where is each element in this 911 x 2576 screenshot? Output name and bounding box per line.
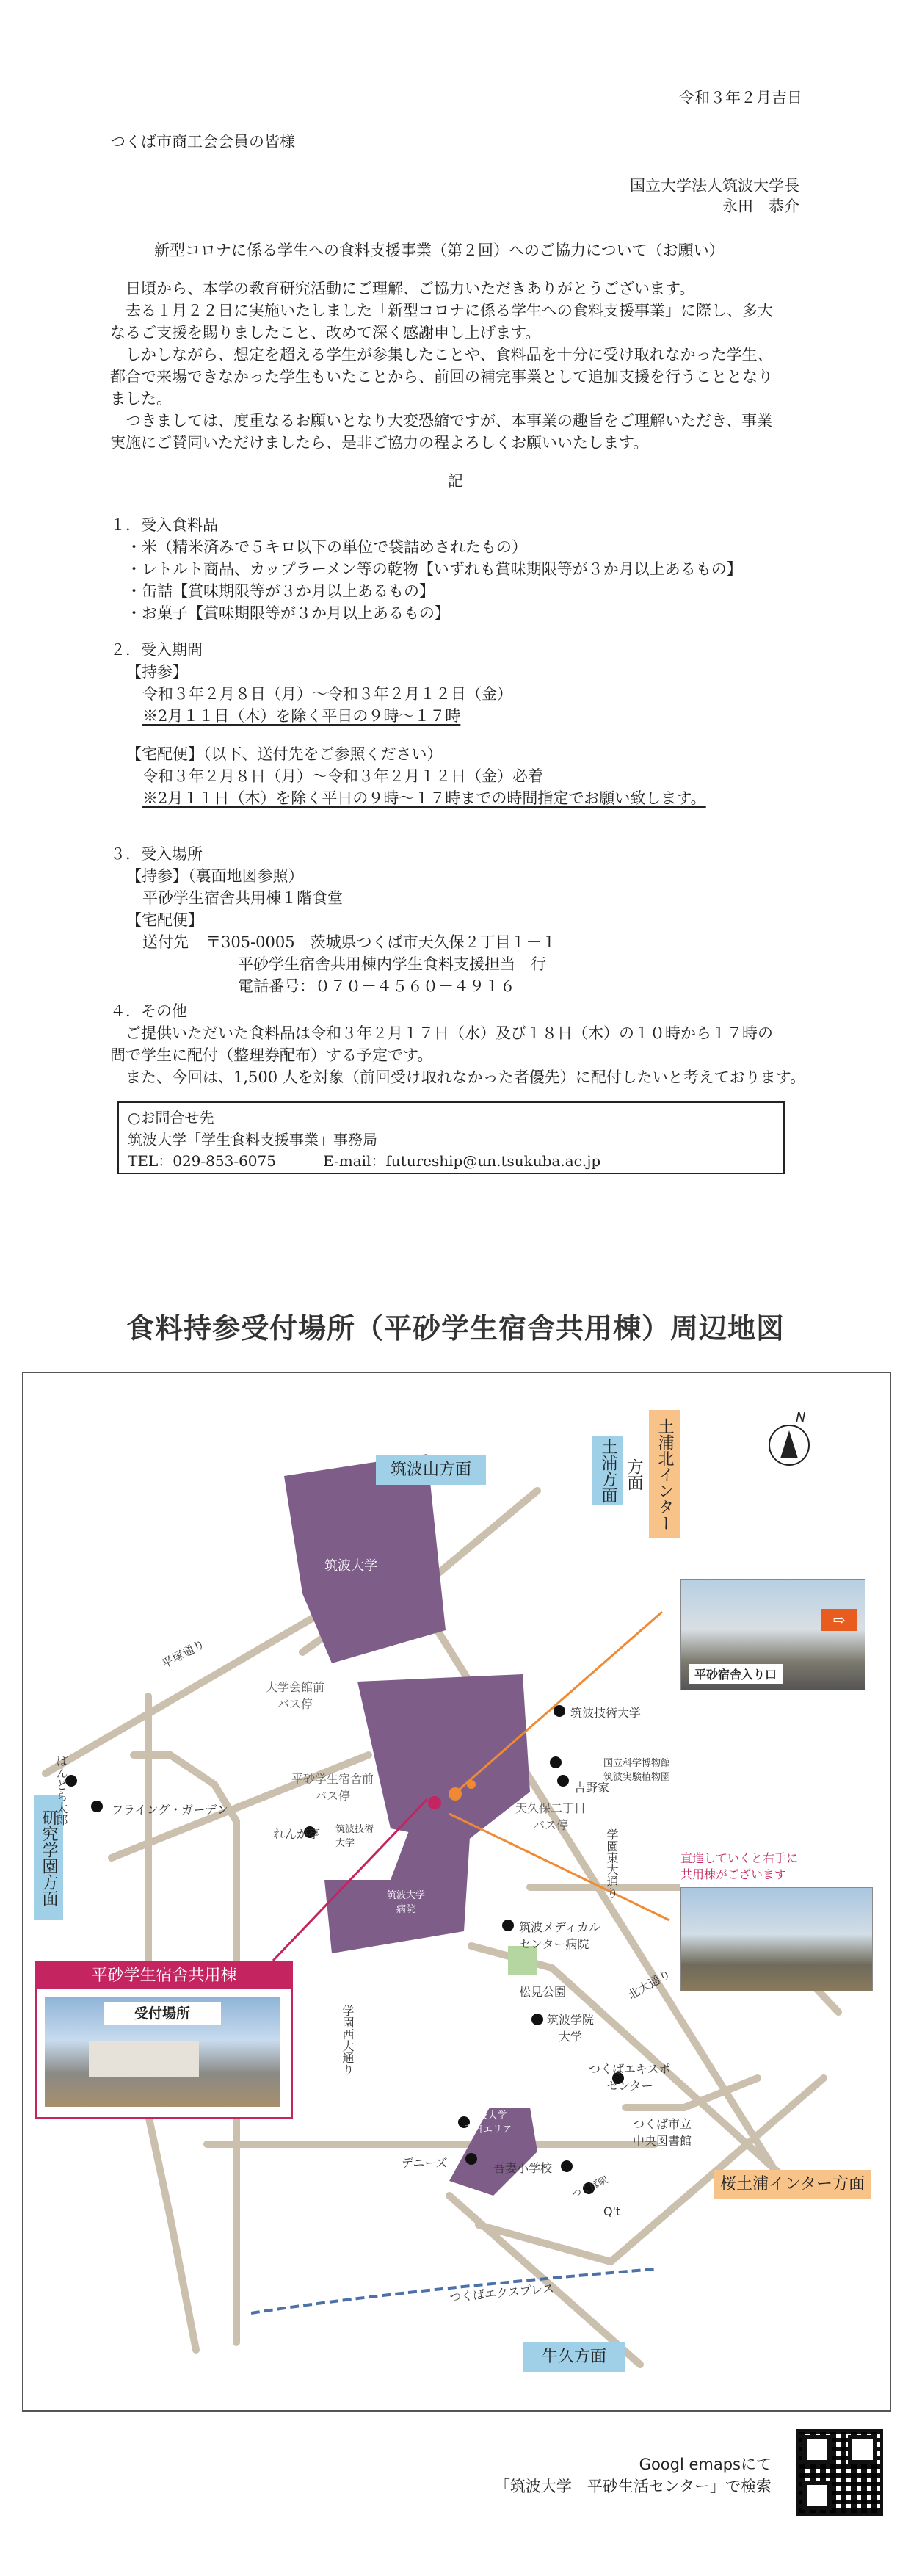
north-arrow-icon (769, 1425, 810, 1466)
contact-box (117, 1101, 785, 1174)
poi-dot (531, 2014, 543, 2025)
list-item: ・お菓子【賞味期限等が３か月以上あるもの】 (126, 604, 450, 622)
place-qt: Q't (603, 2204, 621, 2218)
place-expo-center: つくばエキスポ センター (589, 2062, 671, 2093)
body-line: つきましては、度重なるお願いとなり大変恐縮ですが、本事業の趣旨をご理解いただき、事業 (110, 412, 773, 430)
building-shape (89, 2041, 199, 2077)
entrance-photo (680, 1579, 865, 1690)
gmaps-note-2: 「筑波大学 平砂生活センター」で検索 (494, 2478, 772, 2495)
body-line: また、今回は、1,500 人を対象（前回受け取れなかった者優先）に配付したいと考えております。 (110, 1068, 806, 1086)
body-line: 間で学生に配付（整理券配布）する予定です。 (110, 1046, 433, 1064)
body-line: しかしながら、想定を超える学生が参集したことや、食料品を十分に受け取れなかった学生、 (110, 346, 773, 363)
section-1 (110, 514, 807, 624)
place-renga: れんが亭 (273, 1827, 321, 1841)
place-daigaku-kaikan-bus: 大学会館前 バス停 (266, 1680, 325, 1711)
body-line: なるご支援を賜りましたこと、改めて深く感謝申し上げます。 (110, 324, 541, 341)
dir-tsuchiura: 土浦方面 (592, 1436, 623, 1505)
entrance-marker (467, 1780, 476, 1789)
place-heisa-bus: 平砂学生宿舎前 バス停 (291, 1772, 374, 1803)
arrow-right-icon: ⇨ (821, 1609, 857, 1631)
list-item: ・缶詰【賞味期限等が３か月以上あるもの】 (126, 582, 435, 600)
qr-code-icon[interactable] (796, 2429, 883, 2516)
bring-date: 令和３年２月８日（月）～令和３年２月１２日（金） (142, 685, 512, 703)
letter-body (110, 278, 807, 454)
section-4 (110, 1000, 807, 1088)
dir-tsuchiura-north-ic: 土浦北インター方面 (649, 1410, 680, 1538)
ki-heading: 記 (448, 472, 463, 490)
dir-ushiku: 牛久方面 (523, 2342, 625, 2372)
place-panya: ぱんどら太郎 (54, 1755, 68, 1826)
place-gakuin-univ: 筑波学院 大学 (547, 2013, 595, 2044)
place-gakuen-higashi: 学園東大通り (605, 1828, 619, 1899)
place-tsukuba-station: つくば駅 (570, 2174, 610, 2201)
place-amakubo-bus: 天久保二丁目 バス停 (515, 1801, 587, 1832)
ship-heading: 【宅配便】 (126, 911, 203, 929)
letter-subject: 新型コロナに係る学生への食料支援事業（第２回）へのご協力について（お願い） (154, 242, 725, 259)
place-science-museum: 国立科学博物館 筑波実験植物園 (603, 1758, 671, 1783)
section-heading: ４．その他 (110, 1002, 187, 1020)
body-line: 日頃から、本学の教育研究活動にご理解、ご協力いただきありがとうございます。 (110, 280, 695, 297)
poi-dot (91, 1801, 103, 1812)
entrance-label: 平砂宿舎入り口 (689, 1664, 783, 1684)
place-heisa-road: 平塚通り (159, 1636, 208, 1671)
place-kita-odori: 北大通り (625, 1967, 673, 2002)
poi-dot (465, 2153, 477, 2165)
poi-dot (550, 1756, 562, 1768)
body-line: ご提供いただいた食料品は令和３年２月１７日（水）及び１８日（木）の１０時から１７時の (110, 1024, 773, 1042)
heisa-callout (35, 1961, 293, 2119)
ship-tel: 電話番号：０７０－４５６０－４９１６ (238, 977, 515, 995)
section-heading: １．受入食料品 (110, 516, 218, 534)
place-agatsuma-school: 吾妻小学校 (493, 2161, 553, 2175)
section-heading: ２．受入期間 (110, 641, 203, 659)
place-tsukuba-univ: 筑波大学 (324, 1558, 377, 1574)
contact-email[interactable]: E-mail：futureship@un.tsukuba.ac.jp (323, 1152, 601, 1170)
place-dennys: デニーズ (402, 2156, 448, 2170)
place-tx: つくばエクスプレス (449, 2281, 555, 2305)
ship-address: 〒305-0005 茨城県つくば市天久保２丁目１－１ (206, 933, 557, 951)
gmaps-note-1: Googl emapsにて (639, 2456, 772, 2473)
section-heading: ３．受入場所 (110, 845, 203, 863)
list-item: ・米（精米済みで５キロ以下の単位で袋詰めされたもの） (126, 538, 527, 556)
entrance-marker (449, 1787, 462, 1801)
recipient: つくば市商工会会員の皆様 (110, 133, 295, 151)
letter-date: 令和３年２月吉日 (679, 89, 802, 106)
poi-dot (554, 1705, 565, 1717)
road (148, 2115, 196, 2350)
ship-heading: 【宅配便】（以下、送付先をご参照ください） (126, 745, 443, 763)
straight-note: 直進していくと右手に 共用棟がございます (680, 1851, 799, 1881)
poi-dot (561, 2160, 573, 2172)
bring-heading: 【持参】（裏面地図参照） (126, 867, 304, 885)
place-gakuen-nishi: 学園西大通り (341, 2005, 355, 2075)
straight-photo (680, 1887, 873, 1991)
ship-note: ※2月１１日（木）を除く平日の９時～１７時までの時間指定でお願い致します。 (142, 789, 706, 807)
place-yoshinoya: 吉野家 (574, 1781, 610, 1795)
north-label: N (796, 1410, 806, 1425)
map-frame (22, 1372, 891, 2412)
bring-note: ※2月１１日（木）を除く平日の９時～１７時 (142, 707, 461, 725)
contact-tel: TEL：029-853-6075 (128, 1152, 276, 1170)
body-line: ました。 (110, 390, 172, 408)
reception-photo (45, 1997, 280, 2107)
contact-heading: ○お問合せ先 (128, 1109, 214, 1126)
list-item: ・レトルト商品、カップラーメン等の乾物【いずれも賞味期限等が３か月以上あるもの】 (126, 560, 742, 578)
place-gijutsu-univ-s: 筑波技術 大学 (335, 1824, 374, 1849)
dir-tsukubasan: 筑波山方面 (376, 1455, 486, 1485)
sender-name: 永田 恭介 (722, 198, 799, 215)
ship-dept: 平砂学生宿舎共用棟内学生食料支援担当 行 (238, 955, 546, 973)
place-kasuga-area: 筑波大学 春日エリア (464, 2110, 512, 2135)
reception-label: 受付場所 (104, 2002, 221, 2025)
place-matsumi-park: 松見公園 (519, 1985, 567, 1999)
body-line: 都合で来場できなかった学生もいたことから、前回の補完事業として追加支援を行うこととなり (110, 368, 773, 386)
body-line: 去る１月２２日に実施いたしました「新型コロナに係る学生への食料支援事業」に際し、多大 (110, 302, 773, 319)
section-3 (110, 843, 807, 997)
dir-kenkyugakuen: 研究学園方面 (34, 1795, 63, 1920)
poi-dot (557, 1775, 569, 1787)
bring-heading: 【持参】 (126, 663, 188, 681)
sender-org: 国立大学法人筑波大学長 (630, 177, 799, 195)
reception-marker (428, 1796, 441, 1809)
heisa-building-label: 平砂学生宿舎共用棟 (37, 1963, 291, 1989)
bring-place: 平砂学生宿舎共用棟１階食堂 (142, 889, 343, 907)
contact-org: 筑波大学「学生食料支援事業」事務局 (128, 1131, 377, 1148)
ship-to-label: 送付先 (142, 933, 189, 951)
straight-note-panel (680, 1850, 871, 1990)
map-title: 食料持参受付場所（平砂学生宿舎共用棟）周辺地図 (126, 1312, 785, 1345)
place-flying-garden: フライング・ガーデン (112, 1803, 228, 1817)
place-library: つくば市立 中央図書館 (633, 2117, 692, 2148)
dir-sakura-ic: 桜土浦インター方面 (714, 2170, 871, 2199)
place-hospital-area: 筑波大学 病院 (387, 1890, 426, 1915)
body-line: 実施にご賛同いただけましたら、是非ご協力の程よろしくお願いいたします。 (110, 434, 649, 452)
ship-date: 令和３年２月８日（月）～令和３年２月１２日（金）必着 (142, 767, 543, 785)
poi-dot (502, 1920, 514, 1931)
place-gijutsu-univ-n: 筑波技術大学 (570, 1706, 642, 1720)
place-medical-center: 筑波メディカル センター病院 (519, 1920, 600, 1951)
section-2 (110, 639, 807, 809)
